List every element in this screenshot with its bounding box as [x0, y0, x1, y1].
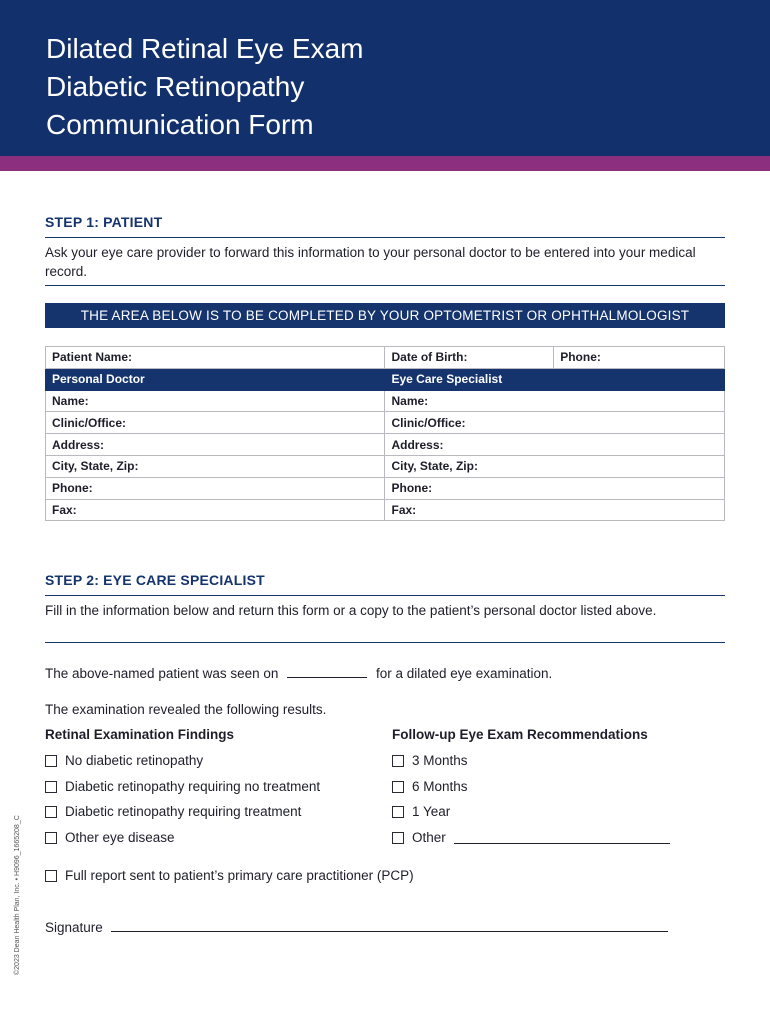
- eye-care-specialist-header: Eye Care Specialist: [385, 368, 725, 390]
- title-line-3: Communication Form: [46, 109, 314, 140]
- personal-doctor-header: Personal Doctor: [46, 368, 385, 390]
- table-row: [46, 390, 725, 412]
- doctor-phone-field[interactable]: Phone:: [46, 477, 385, 499]
- specialist-banner: THE AREA BELOW IS TO BE COMPLETED BY YOUR OPTOMETRIST OR OPHTHALMOLOGIST: [45, 303, 725, 328]
- doctor-city-state-zip-field[interactable]: City, State, Zip:: [46, 455, 385, 477]
- header-accent-stripe: [0, 156, 770, 171]
- specialist-name-field[interactable]: Name:: [385, 390, 725, 412]
- step1-rule-bottom: [45, 285, 725, 286]
- checkbox[interactable]: [392, 806, 404, 818]
- finding-option-no-treatment[interactable]: [45, 779, 320, 794]
- followup-option-3-months[interactable]: [392, 753, 468, 768]
- title-line-2: Diabetic Retinopathy: [46, 71, 305, 102]
- followup-option-6-months[interactable]: [392, 779, 468, 794]
- doctor-name-field[interactable]: Name:: [46, 390, 385, 412]
- specialist-city-state-zip-field[interactable]: City, State, Zip:: [385, 455, 725, 477]
- step2-rule-bottom: [45, 642, 725, 643]
- finding-option-treatment[interactable]: [45, 804, 301, 819]
- exam-date-suffix: for a dilated eye examination.: [375, 666, 553, 681]
- checkbox[interactable]: [45, 832, 57, 844]
- followup-heading: Follow-up Eye Exam Recommendations: [392, 727, 648, 742]
- followup-label: Other: [412, 830, 446, 845]
- followup-other-blank[interactable]: [454, 832, 670, 844]
- patient-name-field[interactable]: Patient Name:: [46, 347, 385, 369]
- signature-label: Signature: [45, 920, 103, 935]
- checkbox[interactable]: [45, 781, 57, 793]
- copyright-note: ©2023 Dean Health Plan, Inc. • H9096_1665208_C: [14, 815, 21, 975]
- table-row: [46, 455, 725, 477]
- checkbox[interactable]: [45, 870, 57, 882]
- table-header-row: [46, 368, 725, 390]
- followup-label: 1 Year: [412, 804, 451, 819]
- table-row: [46, 477, 725, 499]
- full-report-label: Full report sent to patient’s primary care practitioner (PCP): [65, 868, 414, 883]
- checkbox[interactable]: [392, 781, 404, 793]
- checkbox[interactable]: [392, 755, 404, 767]
- specialist-fax-field[interactable]: Fax:: [385, 499, 725, 521]
- finding-option-no-retinopathy[interactable]: [45, 753, 203, 768]
- finding-label: No diabetic retinopathy: [65, 753, 204, 768]
- step2-heading: STEP 2: EYE CARE SPECIALIST: [45, 572, 265, 588]
- checkbox[interactable]: [45, 755, 57, 767]
- table-row: [46, 347, 725, 369]
- date-of-birth-field[interactable]: Date of Birth:: [385, 347, 554, 369]
- exam-date-line: [45, 666, 552, 681]
- signature-blank[interactable]: [111, 920, 668, 932]
- exam-date-blank[interactable]: [287, 666, 367, 678]
- followup-option-other[interactable]: [392, 830, 670, 845]
- step2-rule-top: [45, 595, 725, 596]
- step1-instruction: Ask your eye care provider to forward this information to your personal doctor to be entered into your medical record.: [45, 245, 696, 279]
- finding-label: Diabetic retinopathy requiring treatment: [65, 804, 302, 819]
- step1-rule-top: [45, 237, 725, 238]
- signature-line: [45, 920, 668, 935]
- doctor-fax-field[interactable]: Fax:: [46, 499, 385, 521]
- specialist-address-field[interactable]: Address:: [385, 434, 725, 456]
- checkbox[interactable]: [45, 806, 57, 818]
- form-title: [46, 30, 363, 144]
- followup-label: 3 Months: [412, 753, 468, 768]
- findings-heading: Retinal Examination Findings: [45, 727, 235, 742]
- header-bar: [0, 0, 770, 156]
- finding-label: Diabetic retinopathy requiring no treatment: [65, 779, 321, 794]
- contact-info-table: [45, 346, 725, 521]
- checkbox[interactable]: [392, 832, 404, 844]
- results-intro: The examination revealed the following results.: [45, 702, 327, 717]
- table-row: [46, 499, 725, 521]
- exam-date-prefix: The above-named patient was seen on: [45, 666, 279, 681]
- followup-label: 6 Months: [412, 779, 468, 794]
- specialist-phone-field[interactable]: Phone:: [385, 477, 725, 499]
- followup-option-1-year[interactable]: [392, 804, 450, 819]
- doctor-clinic-field[interactable]: Clinic/Office:: [46, 412, 385, 434]
- table-row: [46, 434, 725, 456]
- finding-label: Other eye disease: [65, 830, 175, 845]
- doctor-address-field[interactable]: Address:: [46, 434, 385, 456]
- step1-heading: STEP 1: PATIENT: [45, 214, 163, 230]
- step2-instruction: Fill in the information below and return this form or a copy to the patient’s personal doctor listed above.: [45, 603, 657, 618]
- patient-phone-field[interactable]: Phone:: [554, 347, 725, 369]
- full-report-option[interactable]: [45, 868, 414, 883]
- title-line-1: Dilated Retinal Eye Exam: [46, 33, 364, 64]
- table-row: [46, 412, 725, 434]
- specialist-clinic-field[interactable]: Clinic/Office:: [385, 412, 725, 434]
- finding-option-other-disease[interactable]: [45, 830, 175, 845]
